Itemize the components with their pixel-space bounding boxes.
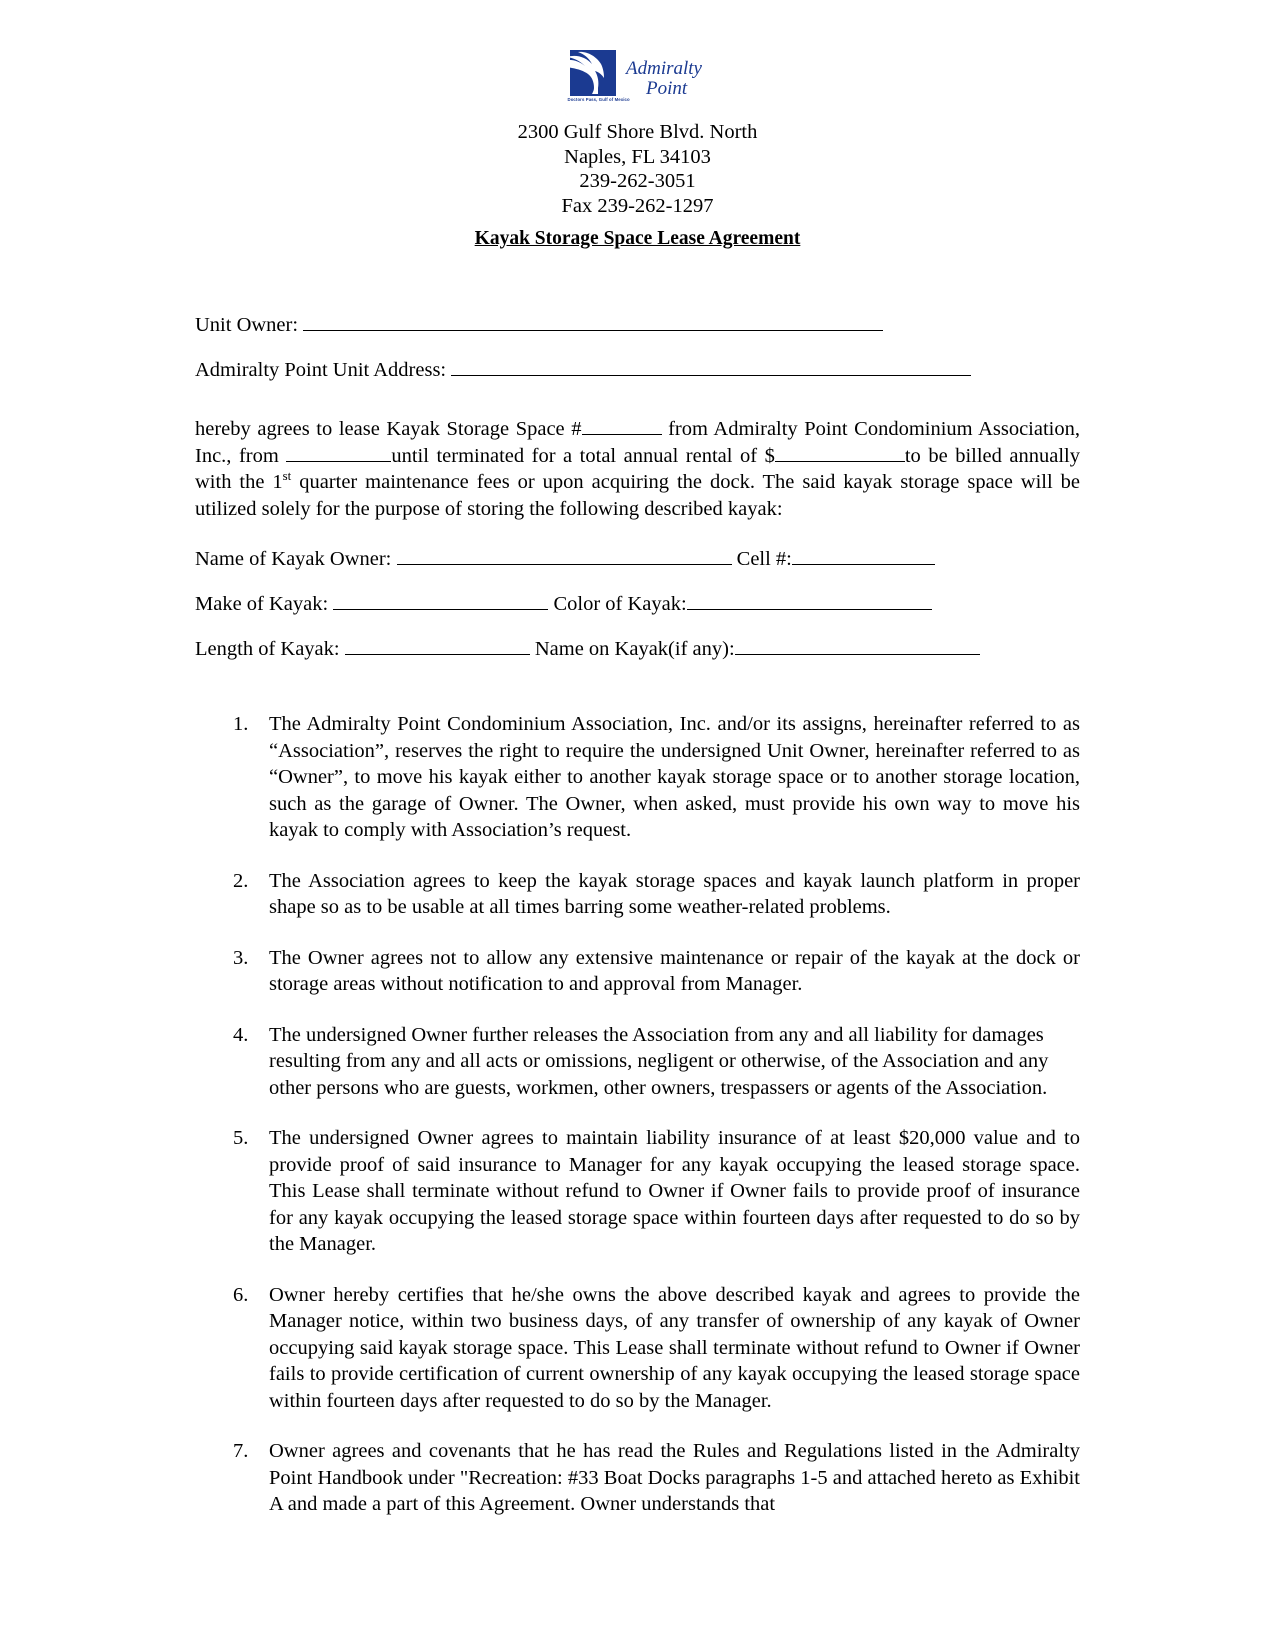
term-text: The Association agrees to keep the kayak storage spaces and kayak launch platform in proper shape so as to be usable at all times barring some weather-related problems. [269,869,1080,918]
letterhead-address [0,120,1275,218]
term-item [195,1022,1080,1102]
storage-space-number-input-line[interactable] [582,417,662,435]
term-item [195,945,1080,998]
admiralty-point-logo [558,48,718,106]
length-label: Length of Kayak: [195,638,340,660]
svg-text:Admiralty: Admiralty [625,58,702,79]
address-line-1: 2300 Gulf Shore Blvd. North [517,121,758,143]
phone-number: 239-262-3051 [579,170,696,192]
color-input-line[interactable] [687,592,932,610]
letterhead-logo [0,0,1275,106]
kayak-owner-label: Name of Kayak Owner: [195,548,392,570]
kayak-owner-field-row [195,546,1080,572]
lease-statement-paragraph [195,416,1080,522]
ordinal-suffix: st [282,468,292,484]
kayak-owner-input-line[interactable] [397,547,732,565]
lease-start-date-input-line[interactable] [286,444,391,462]
cell-input-line[interactable] [792,547,935,565]
term-item [195,711,1080,844]
page-title-text: Kayak Storage Space Lease Agreement [474,228,801,249]
term-text: The undersigned Owner agrees to maintain liability insurance of at least $20,000 value and to provide proof of said insurance to Manager for any kayak occupying the leased storage space. This Lease shall terminate without refund to Owner if Owner fails to provide proof of insurance for any kayak occupying the leased storage space within fourteen days after requested to do so by the Manager. [269,1127,1080,1255]
name-on-kayak-input-line[interactable] [735,637,980,655]
lease-part-2: from Admiralty Point Condominium Association, Inc., from [195,418,1080,467]
term-text: The undersigned Owner further releases the Association from any and all liability for damages resulting from any and all acts or omissions, negligent or otherwise, of the Association and any other persons who are guests, workmen, other owners, trespassers or agents of the Association. [269,1023,1049,1099]
color-label: Color of Kayak: [553,593,687,615]
unit-owner-input-line[interactable] [303,313,883,331]
annual-rental-input-line[interactable] [775,444,905,462]
length-input-line[interactable] [345,637,530,655]
unit-owner-label: Unit Owner: [195,314,299,336]
seagull-icon [558,48,616,98]
term-item [195,1438,1080,1518]
lease-part-4: to be billed annually with the 1 [195,444,1081,493]
page-title [0,228,1275,250]
term-item [195,1282,1080,1415]
term-text: The Admiralty Point Condominium Association, Inc. and/or its assigns, hereinafter referred to as “Association”, reserves the right to require the undersigned Unit Owner, hereinafter referred to as “Owner”, to move his kayak either to another kayak storage space or to another storage location, such as the garage of Owner. The Owner, when asked, must provide his own way to move his kayak to comply with Association’s request. [269,713,1080,841]
lease-part-3: until terminated for a total annual rental of $ [391,444,775,467]
address-line-2: Naples, FL 34103 [564,145,711,168]
terms-list [195,711,1080,1518]
term-text: Owner agrees and covenants that he has read the Rules and Regulations listed in the Admiralty Point Handbook under "Recreation: #33 Boat Docks paragraphs 1-5 and attached hereto as Exhibit A and made a part of this Agreement. Owner understands that [269,1440,1080,1515]
lease-part-1: hereby agrees to lease Kayak Storage Space # [195,418,582,440]
term-text: Owner hereby certifies that he/she owns the above described kayak and agrees to provide the Manager notice, within two business days, of any transfer of ownership of any kayak of Owner occupying said kayak storage space. This Lease shall terminate without refund to Owner if Owner fails to provide certification of current ownership of any kayak occupying the leased storage space within fourteen days after requested to do so by the Manager. [269,1283,1080,1412]
admiralty-point-wordmark [624,52,718,104]
logo-caption: Doctors Pass, Gulf of Mexico [567,97,630,102]
lease-part-5: quarter maintenance fees or upon acquiring the dock. The said kayak storage space will be utilized solely for the purpose of storing the following described kayak: [195,471,1080,520]
term-item [195,868,1080,921]
make-color-field-row [195,591,1080,617]
make-label: Make of Kayak: [195,593,329,615]
cell-label: Cell #: [736,548,792,570]
seagull-logo-icon [558,48,630,106]
document-body [195,312,1080,1518]
unit-address-input-line[interactable] [451,358,971,376]
term-text: The Owner agrees not to allow any extensive maintenance or repair of the kayak at the dock or storage areas without notification to and approval from Manager. [269,946,1080,995]
unit-owner-field-row [195,312,1080,338]
term-item [195,1125,1080,1258]
unit-address-field-row [195,357,1080,383]
fax-number: Fax 239-262-1297 [561,194,714,217]
make-input-line[interactable] [333,592,548,610]
svg-text:Point: Point [645,78,687,99]
unit-address-label: Admiralty Point Unit Address: [195,359,447,381]
length-nameon-field-row [195,636,1080,662]
name-on-kayak-label: Name on Kayak(if any): [534,638,735,660]
